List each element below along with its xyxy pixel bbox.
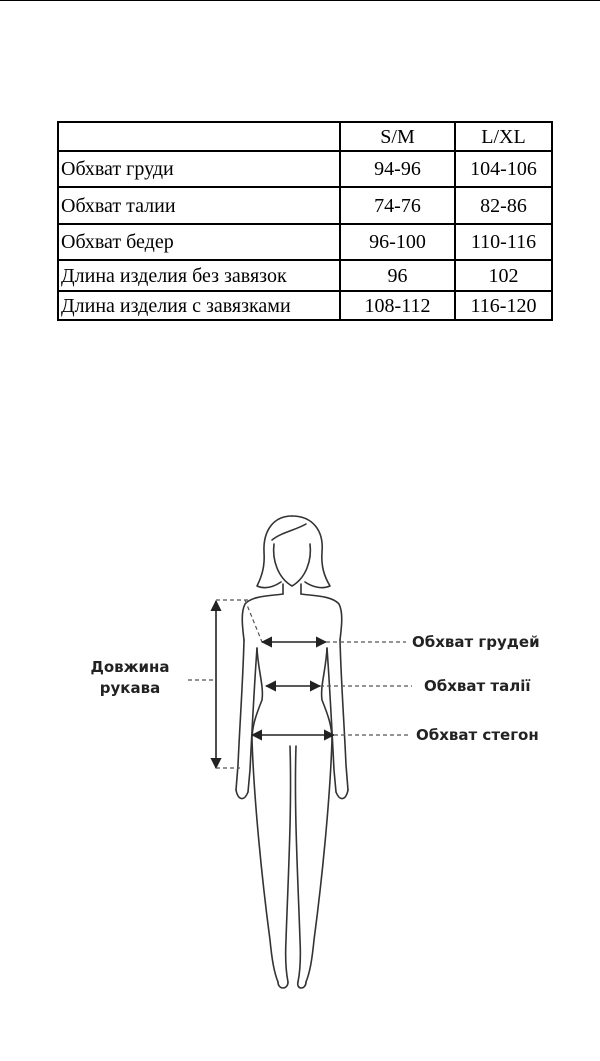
cell-lxl: 110-116: [455, 224, 552, 260]
sleeve-length-label-line2: рукава: [99, 679, 161, 697]
chest-label: Обхват грудей: [412, 633, 540, 651]
table-row: [58, 291, 552, 320]
cell-lxl: 102: [455, 260, 552, 291]
header-cell-sm: S/M: [340, 122, 455, 151]
table-row: [58, 151, 552, 187]
table-row: [58, 224, 552, 260]
female-silhouette-icon: [236, 516, 348, 988]
header-cell-empty: [58, 122, 340, 151]
hips-label: Обхват стегон: [416, 726, 539, 744]
row-label: Длина изделия с завязками: [58, 291, 340, 320]
waist-label: Обхват талії: [424, 677, 531, 695]
cell-sm: 96: [340, 260, 455, 291]
cell-lxl: 104-106: [455, 151, 552, 187]
sleeve-length-label-line1: Довжина: [90, 658, 170, 676]
row-label: Длина изделия без завязок: [58, 260, 340, 291]
table-row: [58, 260, 552, 291]
header-cell-lxl: L/XL: [455, 122, 552, 151]
cell-sm: 94-96: [340, 151, 455, 187]
table-row: [58, 187, 552, 224]
size-table: [57, 121, 553, 321]
top-rule: [0, 0, 600, 1]
body-measurement-figure: [0, 500, 600, 1010]
cell-sm: 108-112: [340, 291, 455, 320]
row-label: Обхват груди: [58, 151, 340, 187]
row-label: Обхват талии: [58, 187, 340, 224]
cell-lxl: 116-120: [455, 291, 552, 320]
cell-lxl: 82-86: [455, 187, 552, 224]
table-header-row: [58, 122, 552, 151]
row-label: Обхват бедер: [58, 224, 340, 260]
cell-sm: 96-100: [340, 224, 455, 260]
cell-sm: 74-76: [340, 187, 455, 224]
